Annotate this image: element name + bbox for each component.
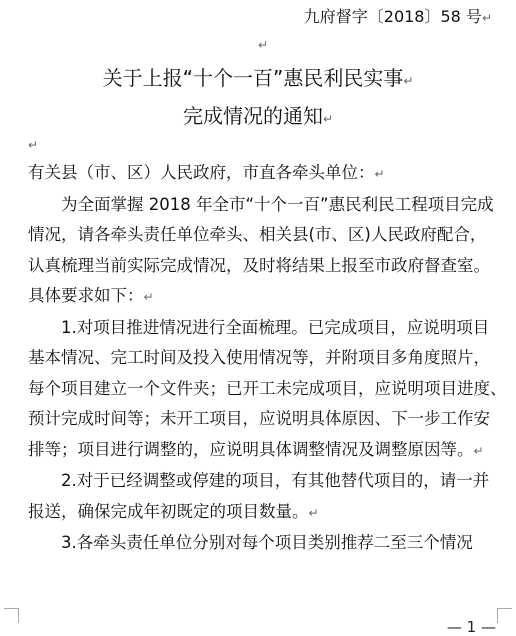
document-title-line-1 [0,62,516,91]
intro-line: 为全面掌握 2018 年全市“十个一百”惠民利民工程项目完成 [61,194,494,214]
item-1-line: 排等；项目进行调整的，应说明具体调整情况及调整原因等。↵ [28,439,484,459]
crop-mark-right-icon [497,608,512,623]
empty-paragraph-mark-icon: ↵ [28,138,39,152]
paragraph-mark-icon: ↵ [481,11,492,25]
document-number-text: 九府督字〔2018〕58 号 [303,7,482,26]
page-number: — 1 — [446,618,496,636]
document-title-line-2 [0,100,516,129]
item-1-line: 1.对项目推进情况进行全面梳理。已完成项目，应说明项目 [61,317,490,337]
paragraph-mark-icon: ↵ [473,443,484,458]
paragraph-mark-icon: ↵ [308,505,319,520]
paragraph-mark-icon: ↵ [322,112,334,126]
salutation [28,158,498,190]
title-line-2-text: 完成情况的通知 [182,104,323,128]
item-2-paragraph [28,466,498,528]
intro-paragraph [28,190,498,313]
item-2-line: 2.对于已经调整或停建的项目，有其他替代项目的，请一并 [61,471,490,490]
item-1-line: 预计完成时间等；未开工项目，应说明具体原因、下一步工作安 [28,409,490,428]
item-3-paragraph [28,528,498,559]
item-2-line: 报送，确保完成年初既定的项目数量。↵ [28,501,319,521]
intro-line: 认真梳理当前实际完成情况，及时将结果上报至市政府督查室。 [28,255,490,275]
salutation-text: 有关县（市、区）人民政府，市直各牵头单位： [28,163,375,182]
item-1-line: 每个项目建立一个文件夹；已开工未完成项目，应说明项目进度、 [28,378,507,398]
intro-line: 具体要求如下：↵ [28,286,154,305]
document-number [304,4,492,27]
empty-paragraph-mark-icon: ↵ [258,38,269,52]
intro-line: 情况，请各牵头责任单位牵头、相关县(市、区)人民政府配合， [28,225,487,244]
item-1-line: 基本情况、完工时间及投入使用情况等，并附项目多角度照片， [28,348,490,367]
crop-mark-left-icon [4,608,19,623]
item-3-line: 3.各牵头责任单位分别对每个项目类别推荐二至三个情况 [61,533,473,552]
paragraph-mark-icon: ↵ [403,74,414,88]
paragraph-mark-icon: ↵ [143,290,154,304]
document-body [28,158,507,559]
item-1-paragraph [28,313,507,467]
title-line-1-text: 关于上报“十个一百”惠民利民实事 [102,66,404,90]
paragraph-mark-icon: ↵ [374,167,385,181]
